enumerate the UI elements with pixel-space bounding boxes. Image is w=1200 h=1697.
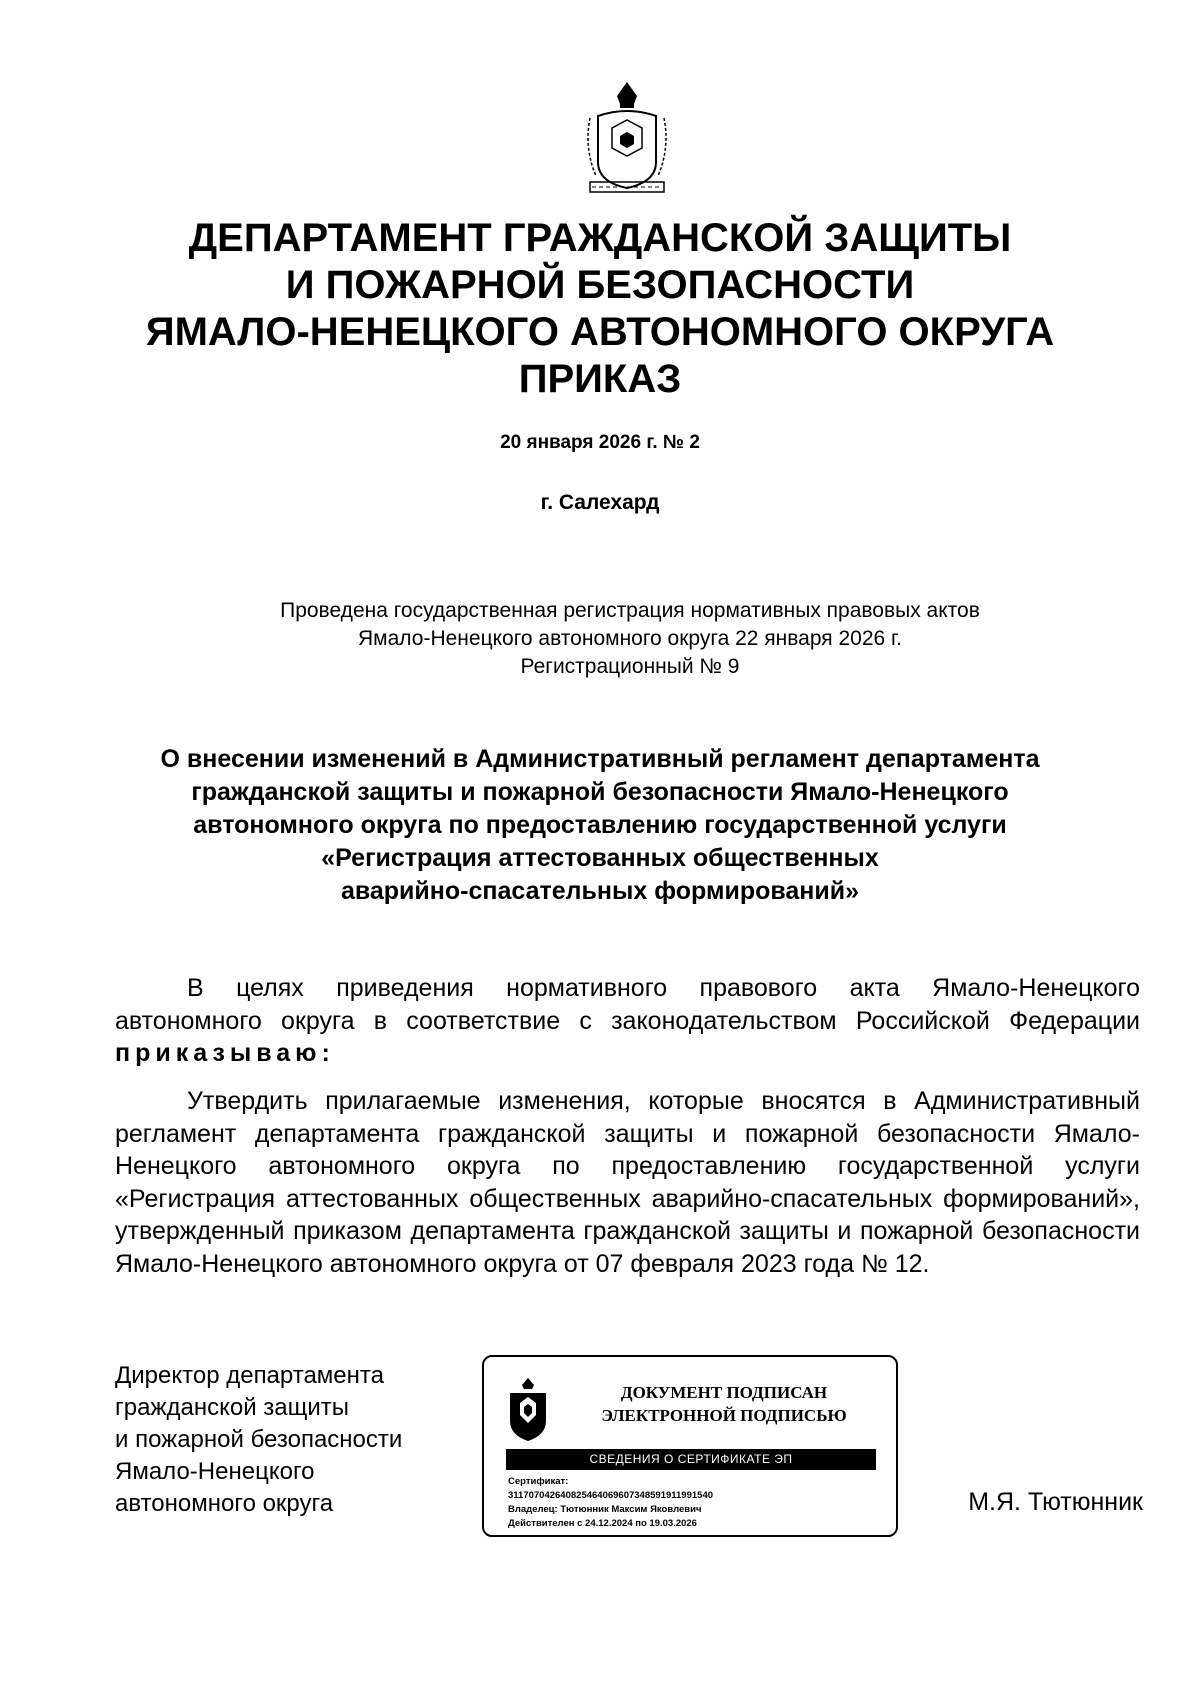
order-keyword: приказываю:	[115, 1039, 335, 1068]
subject-line: О внесении изменений в Административный регламент департамента	[160, 745, 1040, 773]
resolution-paragraph: Утвердить прилагаемые изменения, которые вносятся в Административный регламент департамента гражданской защиты и пожарной безопасности Ямало-Ненецкого автономного округа по предоставлению государственной услуги «Регистрация аттестованных общественных аварийно-спасательных формирований», утвержденный приказом департамента гражданской защиты и пожарной безопасности Ямало-Ненецкого автономного округа от 07 февраля 2023 года № 12.	[115, 1087, 1140, 1278]
order-subject	[100, 743, 1100, 908]
document-type: ПРИКАЗ	[518, 357, 682, 401]
org-title-line: И ПОЖАРНОЙ БЕЗОПАСНОСТИ	[285, 263, 915, 307]
registration-line: Регистрационный № 9	[520, 655, 740, 678]
stamp-heading-line: ЭЛЕКТРОННОЙ ПОДПИСЬЮ	[601, 1406, 847, 1425]
electronic-signature-stamp	[482, 1355, 898, 1537]
preamble-text: В целях приведения нормативного правового акта Ямало-Ненецкого автономного округа в соответствие с законодательством Российской Федерации	[115, 974, 1140, 1035]
signer-line: Ямало-Ненецкого	[115, 1458, 315, 1485]
org-title-line: ДЕПАРТАМЕНТ ГРАЖДАНСКОЙ ЗАЩИТЫ	[188, 216, 1012, 260]
signer-position	[115, 1360, 475, 1520]
org-title-line: ЯМАЛО-НЕНЕЦКОГО АВТОНОМНОГО ОКРУГА	[145, 310, 1055, 354]
stamp-heading-line: ДОКУМЕНТ ПОДПИСАН	[620, 1383, 828, 1402]
registration-line: Проведена государственная регистрация нормативных правовых актов	[280, 599, 980, 622]
subject-line: автономного округа по предоставлению государственной услуги	[193, 811, 1007, 839]
subject-line: аварийно-спасательных формирований»	[340, 877, 860, 905]
coat-of-arms-icon	[582, 78, 672, 200]
signer-name: М.Я. Тютюнник	[968, 1488, 1143, 1516]
certificate-info-bar: СВЕДЕНИЯ О СЕРТИФИКАТЕ ЭП	[506, 1449, 876, 1470]
signer-line: гражданской защиты	[115, 1394, 350, 1421]
order-date-number: 20 января 2026 г. № 2	[500, 432, 700, 453]
certificate-validity: Действителен с 24.12.2024 по 19.03.2026	[508, 1518, 697, 1529]
certificate-label: Сертификат:	[508, 1476, 569, 1487]
certificate-owner: Владелец: Тютюнник Максим Яковлевич	[508, 1504, 702, 1515]
stamp-heading	[564, 1381, 884, 1427]
preamble-paragraph	[115, 972, 1140, 1070]
registration-note	[150, 597, 1110, 681]
signer-line: автономного округа	[115, 1490, 334, 1517]
signer-line: Директор департамента	[115, 1362, 384, 1389]
signer-line: и пожарной безопасности	[115, 1426, 403, 1453]
org-title	[80, 215, 1120, 403]
registration-line: Ямало-Ненецкого автономного округа 22 января 2026 г.	[358, 627, 902, 650]
certificate-details	[508, 1475, 878, 1531]
subject-line: «Регистрация аттестованных общественных	[321, 844, 879, 872]
city: г. Салехард	[540, 491, 660, 514]
yanao-emblem-icon	[506, 1377, 550, 1443]
subject-line: гражданской защиты и пожарной безопасности Ямало-Ненецкого	[191, 778, 1009, 806]
certificate-number: 311707042640825464069607348591911991540	[508, 1490, 714, 1501]
